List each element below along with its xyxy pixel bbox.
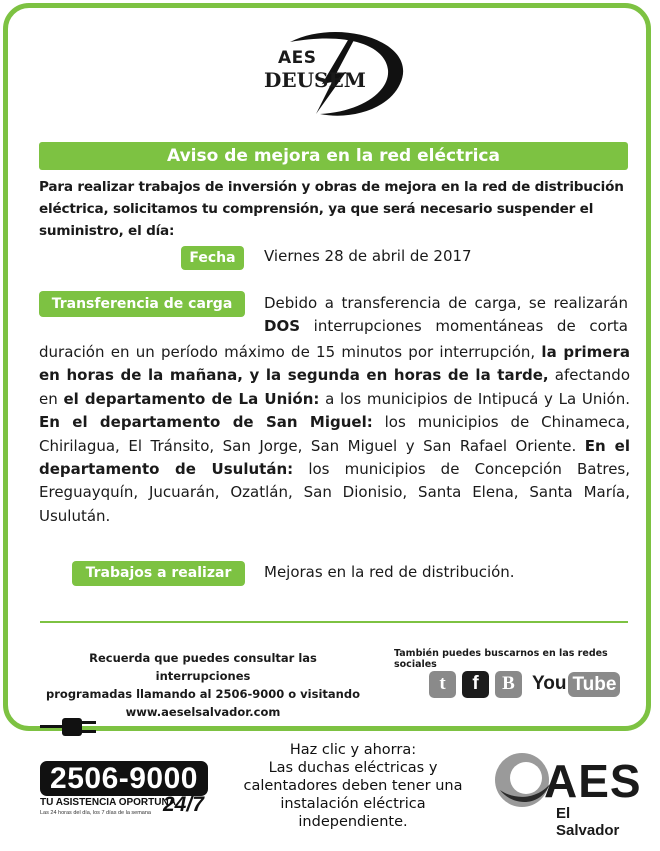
intro-paragraph: Para realizar trabajos de inversión y obras de mejora en la red de distribución eléctrica, solicitamos tu comprensión, ya que será necesario suspender el suministro, el día: [39, 179, 624, 239]
aes-deusem-logo [250, 22, 410, 126]
social-title: También puedes buscarnos en las redes sociales [394, 648, 608, 670]
aes-word: AES [544, 755, 642, 807]
transferencia-dos: DOS [264, 317, 301, 336]
municipios-la-union: a los municipios de Intipucá y La Unión. [325, 389, 630, 408]
logo-deusem-text: DEUSEM [264, 68, 366, 92]
social-icons [429, 669, 620, 699]
trabajos-value: Mejoras en la red de distribución. [264, 563, 515, 581]
twitter-icon[interactable]: t [429, 671, 456, 698]
consult-line-2: programadas llamando al 2506-9000 o visitando [46, 687, 360, 701]
logo-aes-text: AES [278, 48, 317, 68]
depto-usulutan: En el departamento de Usulután: [39, 436, 630, 479]
promo-line-4: instalación eléctrica [280, 796, 426, 812]
youtube-you: You [532, 673, 567, 694]
transferencia-text-3a: interrupciones momentáneas de corta [313, 317, 628, 336]
hotline-number[interactable]: 2506-9000 [40, 761, 208, 796]
aes-el-salvador-logo [492, 748, 642, 839]
plug-icon [40, 714, 100, 740]
transferencia-horario: la primera en horas de la mañana, y la segunda en horas de la tarde, [39, 343, 630, 385]
youtube-tube: Tube [568, 672, 620, 697]
aes-swirl-icon [492, 750, 552, 810]
promo-line-1: Haz clic y ahorra: [289, 742, 417, 758]
depto-san-miguel: En el departamento de San Miguel: [39, 413, 373, 432]
transferencia-detail [39, 341, 630, 528]
hotline-tagline: TU ASISTENCIA OPORTUNA [40, 797, 176, 808]
municipios-usulutan: los municipios de Concepción Batres, Ereguayquín, Jucuarán, Ozatlán, San Dionisio, Santa Elena, Santa María, Usulután. [39, 460, 631, 525]
website-link[interactable]: www.aeselsalvador.com [125, 705, 281, 719]
fecha-label: Fecha [181, 246, 244, 270]
promo-line-2: Las duchas eléctricas y [268, 760, 438, 776]
transferencia-text-3b: duración en un período máximo de 15 minutos por interrupción, [39, 343, 536, 361]
municipios-san-miguel: los municipios de Chinameca, Chirilagua, El Tránsito, San Jorge, San Miguel y San Rafael Oriente. [39, 413, 630, 455]
promo-line-5: independiente. [298, 814, 408, 830]
depto-la-union: el departamento de La Unión: [63, 389, 320, 408]
notice-title-banner: Aviso de mejora en la red eléctrica [39, 142, 628, 170]
transferencia-label: Transferencia de carga [39, 291, 245, 317]
hotline-subtext: Las 24 horas del día, los 7 días de la semana [40, 810, 151, 816]
promo-line-3: calentadores deben tener una [243, 778, 463, 794]
transferencia-text-1: Debido a transferencia de carga, se realizarán [264, 294, 628, 312]
promo-text [228, 741, 478, 831]
transferencia-intro [264, 292, 628, 339]
divider [40, 621, 628, 623]
facebook-icon[interactable]: f [462, 671, 489, 698]
consult-line-1: Recuerda que puedes consultar las interrupciones [89, 651, 317, 683]
fecha-value: Viernes 28 de abril de 2017 [264, 247, 472, 265]
blogger-icon[interactable]: B [495, 671, 522, 698]
consult-info [40, 649, 366, 721]
badge-24-7: 24/7 [163, 793, 204, 816]
transferencia-text-5: afectando en [39, 366, 630, 408]
youtube-icon[interactable] [532, 672, 620, 697]
aes-subtitle: El Salvador [556, 805, 620, 839]
trabajos-label: Trabajos a realizar [72, 561, 245, 586]
